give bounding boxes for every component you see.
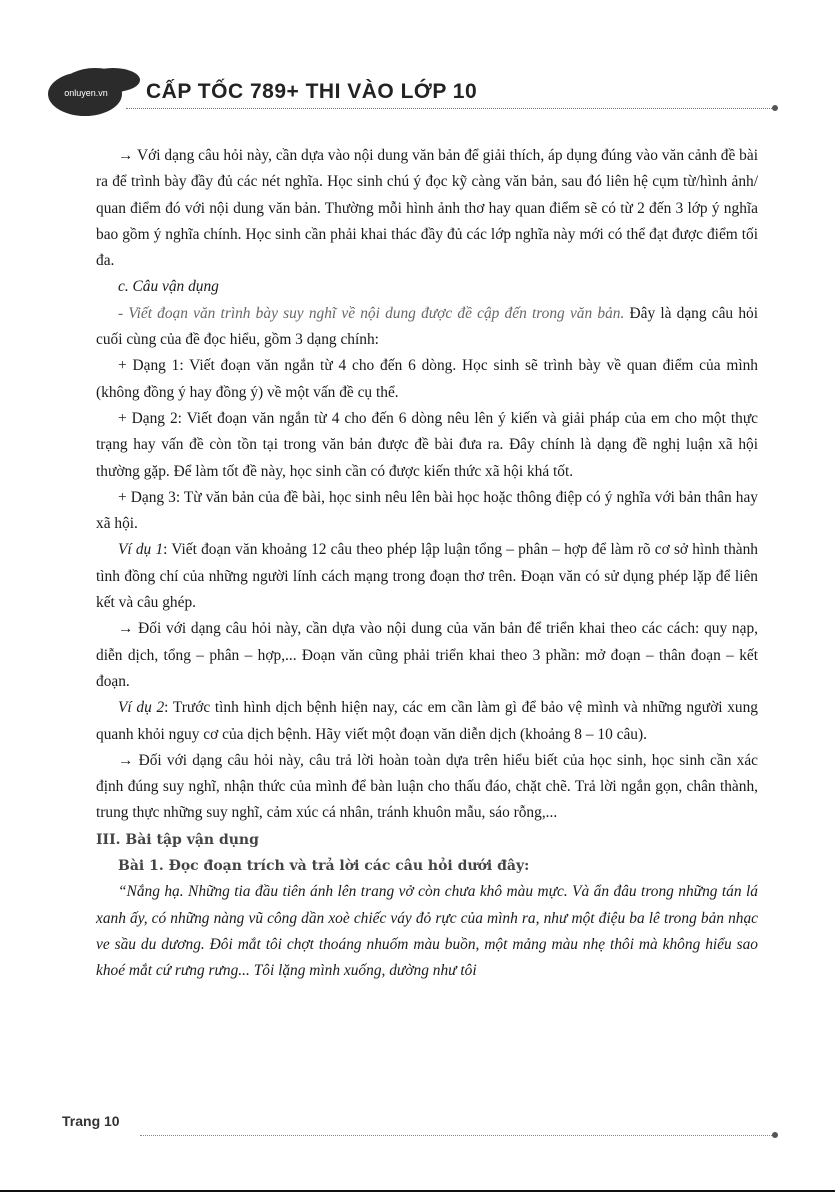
paragraph-explanation: → Với dạng câu hỏi này, cần dựa vào nội dung văn bản để giải thích, áp dụng đúng vào văn cảnh đề bài ra để trình bày đầy đủ các nét nghĩa. Học sinh chú ý đọc kỹ càng văn bản, sau đó liên hệ cụm từ/hình ảnh/ quan điểm đó với nội dung văn bản. Thường mỗi hình ảnh thơ hay quan điểm sẽ có từ 2 đến 3 lớp ý nghĩa bao gồm ý nghĩa chính. Học sinh cần phải khai thác đầy đủ các lớp nghĩa này mới có thể đạt được điểm tối đa. — [96, 147, 758, 270]
example-1-text: : Viết đoạn văn khoảng 12 câu theo phép lập luận tổng – phân – hợp để làm rõ cơ sở hình thành tình đồng chí của những người lính cách mạng trong đoạn thơ trên. Đoạn văn có sử dụng phép lặp để liên kết và câu ghép. — [96, 541, 758, 612]
example-2-text: : Trước tình hình dịch bệnh hiện nay, các em cần làm gì để bảo vệ mình và những người xung quanh khỏi nguy cơ của dịch bệnh. Hãy viết một đoạn văn diễn dịch (khoảng 8 – 10 câu). — [96, 699, 758, 743]
subheading-applied-question: c. Câu vận dụng — [118, 278, 219, 296]
example-2-label: Ví dụ 2 — [118, 699, 165, 717]
paragraph-type-1: + Dạng 1: Viết đoạn văn ngắn từ 4 cho đến 6 dòng. Học sinh sẽ trình bày về quan điểm của mình (không đồng ý hay đồng ý) về một vấn đề cụ thể. — [96, 357, 758, 401]
logo-text: onluyen.vn — [64, 88, 108, 98]
paragraph-example-2 — [96, 695, 758, 748]
paragraph-applied-intro-rest: Đây là dạng câu hỏi cuối cùng của đề đọc hiểu, gồm 3 dạng chính: — [96, 304, 758, 349]
paragraph-type-2: + Dạng 2: Viết đoạn văn ngắn từ 4 cho đến 6 dòng nêu lên ý kiến và giải pháp của em cho một thực trạng hay vấn đề còn tồn tại trong văn bản được đề bài đưa ra. Đây chính là dạng đề nghị luận xã hội thường gặp. Để làm tốt đề này, học sinh cần có được kiến thức xã hội khá tốt. — [96, 409, 758, 480]
header-divider — [126, 108, 774, 109]
paragraph-applied-intro — [96, 301, 758, 354]
footer-divider — [140, 1135, 774, 1136]
paragraph-example-1 — [96, 537, 758, 616]
paragraph-example-2-guide: → Đối với dạng câu hỏi này, câu trả lời hoàn toàn dựa trên hiểu biết của học sinh, học sinh cần xác định đúng suy nghĩ, nhận thức của mình để bàn luận cho thấu đáo, chặt chẽ. Trả lời ngắn gọn, chân thành, trung thực những suy nghĩ, cảm xúc cá nhân, tránh khuôn mẫu, sáo rỗng,... — [96, 751, 758, 822]
paragraph-type-3: + Dạng 3: Từ văn bản của đề bài, học sinh nêu lên bài học hoặc thông điệp có ý nghĩa với bản thân hay xã hội. — [96, 488, 758, 533]
page-header-title: CẤP TỐC 789+ THI VÀO LỚP 10 — [146, 80, 478, 103]
section-heading: III. Bài tập vận dụng — [96, 831, 259, 848]
header-rule-end-dot — [772, 105, 778, 111]
instruction-gray-text: - Viết đoạn văn trình bày suy nghĩ về nội dung được đề cập đến trong văn bản. — [118, 304, 625, 322]
page-number: Trang 10 — [62, 1113, 120, 1129]
footer-rule-end-dot — [772, 1132, 778, 1138]
document-body — [96, 143, 758, 985]
quoted-excerpt: “Nắng hạ. Những tia đầu tiên ánh lên trang vở còn chưa khô màu mực. Và ẩn đâu trong những tán lá xanh ấy, có những nàng vũ công dần xoè chiếc váy đỏ rực của mình ra, như một điệu ba lê trong bản nhạc ve sầu du dương. Đôi mắt tôi chợt thoáng nhuốm màu buồn, một mảng màu nhẹ thôi mà không hiểu sao khoé mắt cứ rưng rưng... Tôi lặng mình xuống, dường như tôi — [96, 883, 758, 980]
example-1-label: Ví dụ 1 — [118, 541, 164, 559]
exercise-heading: Bài 1. Đọc đoạn trích và trả lời các câu hỏi dưới đây: — [118, 858, 530, 875]
paragraph-example-1-guide: → Đối với dạng câu hỏi này, cần dựa vào nội dung của văn bản để triển khai theo các cách: quy nạp, diễn dịch, tổng – phân – hợp,... Đoạn văn cũng phải triển khai theo 3 phần: mở đoạn – thân đoạn – kết đoạn. — [96, 620, 758, 690]
